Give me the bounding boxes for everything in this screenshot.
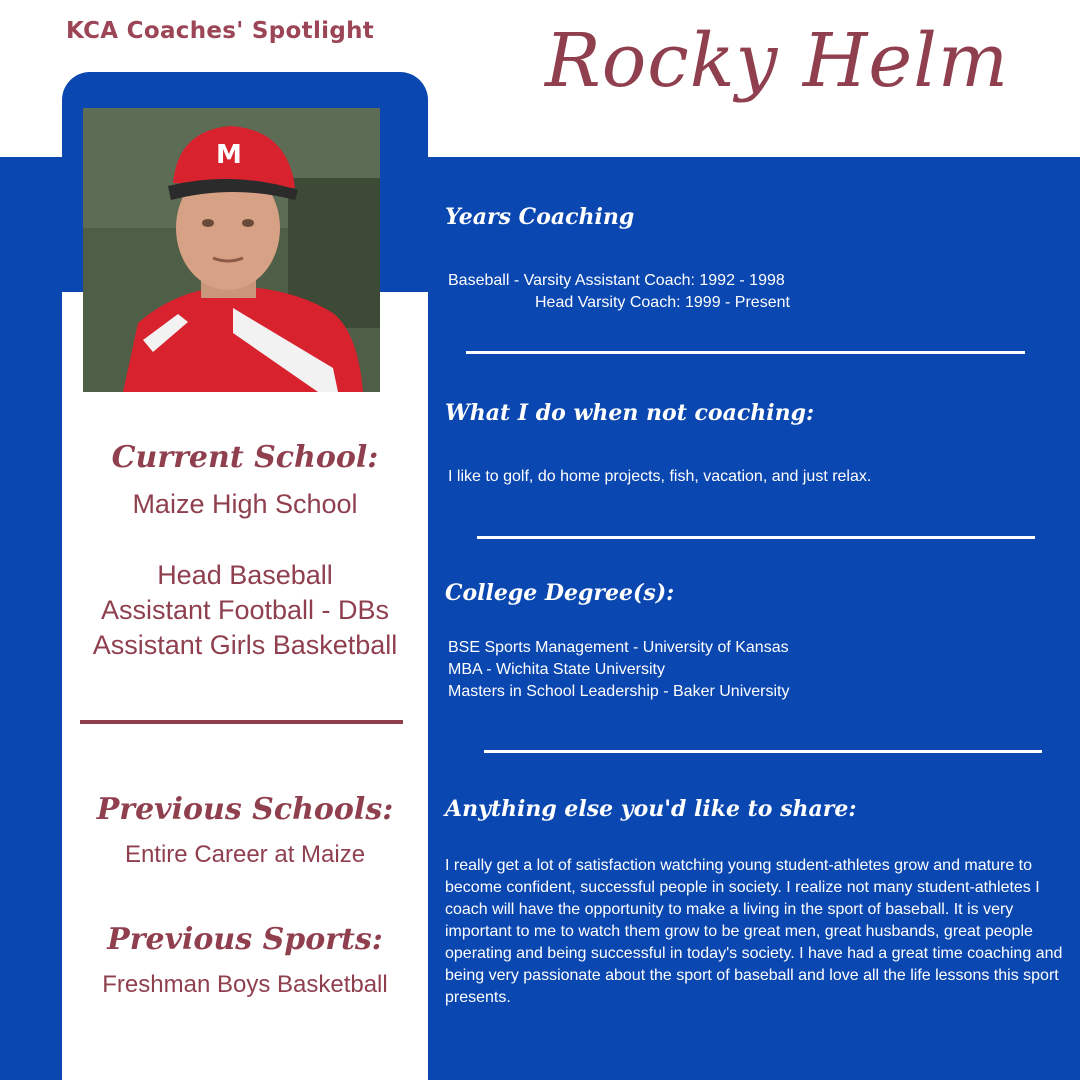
previous-sports-value: Freshman Boys Basketball [102, 971, 388, 998]
degree-item-2: MBA - Wichita State University [448, 661, 665, 678]
previous-sports-section [62, 922, 428, 1002]
degrees-heading: College Degree(s): [445, 580, 675, 606]
degree-item-3: Masters in School Leadership - Baker University [448, 683, 790, 700]
share-text: I really get a lot of satisfaction watching young student-athletes grow and mature to become confident, successful people in society. I realize not many student-athletes I coach will have the opportunity to make a living in the sport of baseball. It is very important to me to watch them grow to be great men, great husbands, great people operating and being successful in today's society. I have had a great time coaching and being very passionate about the sport of baseball and love all the life lessons this sport presents. [445, 857, 1063, 1006]
right-divider-2 [477, 536, 1035, 539]
spotlight-label: KCA Coaches' Spotlight [66, 18, 375, 44]
share-heading: Anything else you'd like to share: [445, 796, 857, 822]
current-school-heading: Current School: [111, 440, 379, 475]
degree-item-1: BSE Sports Management - University of Kansas [448, 639, 789, 656]
not-coaching-heading: What I do when not coaching: [445, 400, 815, 426]
previous-sports-heading: Previous Sports: [107, 922, 383, 957]
current-school-name: Maize High School [132, 489, 358, 519]
current-school-section [62, 440, 428, 663]
coach-photo-illustration [83, 108, 380, 392]
years-coaching-line-1: Baseball - Varsity Assistant Coach: 1992 - 1998 [448, 272, 785, 289]
current-role-1: Head Baseball [157, 560, 333, 590]
previous-schools-value: Entire Career at Maize [124, 841, 366, 868]
years-coaching-line-2: Head Varsity Coach: 1999 - Present [535, 294, 790, 311]
coach-photo [83, 108, 380, 392]
current-role-3: Assistant Girls Basketball [92, 630, 398, 660]
coach-name-title: Rocky Helm [545, 18, 1010, 104]
left-divider [80, 720, 403, 724]
right-divider-1 [466, 351, 1025, 354]
cap-letter: M [216, 140, 242, 170]
previous-schools-heading: Previous Schools: [96, 792, 394, 827]
previous-schools-section [62, 792, 428, 872]
current-role-2: Assistant Football - DBs [100, 595, 390, 625]
years-coaching-heading: Years Coaching [445, 204, 635, 230]
right-divider-3 [484, 750, 1042, 753]
not-coaching-text: I like to golf, do home projects, fish, vacation, and just relax. [448, 468, 872, 485]
